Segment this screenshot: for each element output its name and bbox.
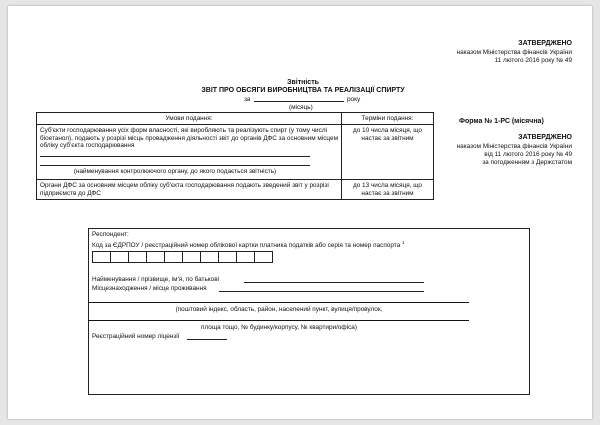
respondent-box: [88, 228, 530, 395]
title-reporting: Звітність: [287, 79, 319, 86]
code-cell[interactable]: [92, 251, 111, 263]
address-note-2: площа тощо, № будинку/корпусу, № квартири/офіса): [201, 324, 357, 331]
code-cell[interactable]: [200, 251, 219, 263]
name-field[interactable]: [244, 282, 424, 283]
code-cell[interactable]: [146, 251, 165, 263]
code-cell[interactable]: [164, 251, 183, 263]
location-field[interactable]: [219, 291, 424, 292]
authority-line[interactable]: [40, 156, 310, 157]
address-line-1[interactable]: [89, 302, 469, 303]
location-label: Місцезнаходження / місце проживання: [92, 285, 207, 292]
table-cell-condition: Суб'єкти господарювання усіх форм власності, які виробляють та реалізують спирт (у тому числі біоетанол), подають у розрізі місць провадження діяльності звіт до органів ДФС за основним місцем обліку суб'єкта господарювання (найменування контролюючого органу, до якого подається звітність): [37, 125, 342, 180]
title-for-label: за: [244, 96, 251, 103]
title-month-caption: (місяць): [289, 104, 313, 111]
footnote-mark: 1: [401, 240, 405, 245]
form-order: наказом Міністерства фінансів України: [456, 143, 572, 150]
conditions-table: [36, 112, 434, 200]
authority-line-2[interactable]: [40, 165, 310, 166]
name-label: Найменування / прізвище, ім'я, по батькові: [92, 276, 220, 283]
title-year-label: року: [347, 96, 361, 103]
code-cell[interactable]: [218, 251, 237, 263]
month-line[interactable]: [254, 101, 344, 102]
form-number: Форма № 1-РС (місячна): [459, 118, 544, 125]
table-cell-term: до 10 числа місяця, що настає за звітним: [342, 125, 434, 180]
code-cell[interactable]: [128, 251, 147, 263]
form-date: від 11 лютого 2016 року № 49: [484, 151, 572, 158]
table-header-terms: Терміни подання:: [342, 113, 434, 125]
header-date: 11 лютого 2016 року № 49: [494, 57, 572, 64]
authority-note: (найменування контролюючого органу, до якого подається звітність): [73, 167, 277, 175]
table-cell-condition: Органи ДФС за основним місцем обліку суб'єкта господарювання подають зведений звіт у розрізі підприємств до ДФС: [37, 180, 342, 200]
address-note-1: (поштовий індекс, область, район, населений пункт, вулиця/провулок,: [175, 306, 383, 313]
address-line-2[interactable]: [89, 320, 469, 321]
code-cell[interactable]: [254, 251, 273, 263]
form-approved: ЗАТВЕРДЖЕНО: [518, 134, 572, 141]
form-agreed: за погодженням з Держстатом: [482, 159, 572, 166]
code-cells: [92, 250, 272, 268]
table-cell-term: до 13 числа місяця, що настає за звітним: [342, 180, 434, 200]
page-title: ЗВІТ ПРО ОБСЯГИ ВИРОБНИЦТВА ТА РЕАЛІЗАЦІЇ СПИРТУ: [201, 87, 405, 94]
document-page: [8, 6, 592, 419]
table-row: [37, 180, 434, 200]
table-header-conditions: Умови подання:: [37, 113, 342, 125]
license-label: Реєстраційний номер ліцензії: [92, 333, 180, 340]
respondent-code-label: Код за ЄДРПОУ / реєстраційний номер облікової картки платника податків або серія та номер паспорта $^1$: [92, 240, 405, 250]
header-order: наказом Міністерства фінансів України: [456, 49, 572, 56]
code-cell[interactable]: [236, 251, 255, 263]
respondent-title: Респондент:: [92, 231, 129, 238]
header-approved: ЗАТВЕРДЖЕНО: [518, 40, 572, 47]
code-cell[interactable]: [110, 251, 129, 263]
code-cell[interactable]: [182, 251, 201, 263]
table-row: [37, 125, 434, 180]
license-field[interactable]: [187, 339, 227, 340]
